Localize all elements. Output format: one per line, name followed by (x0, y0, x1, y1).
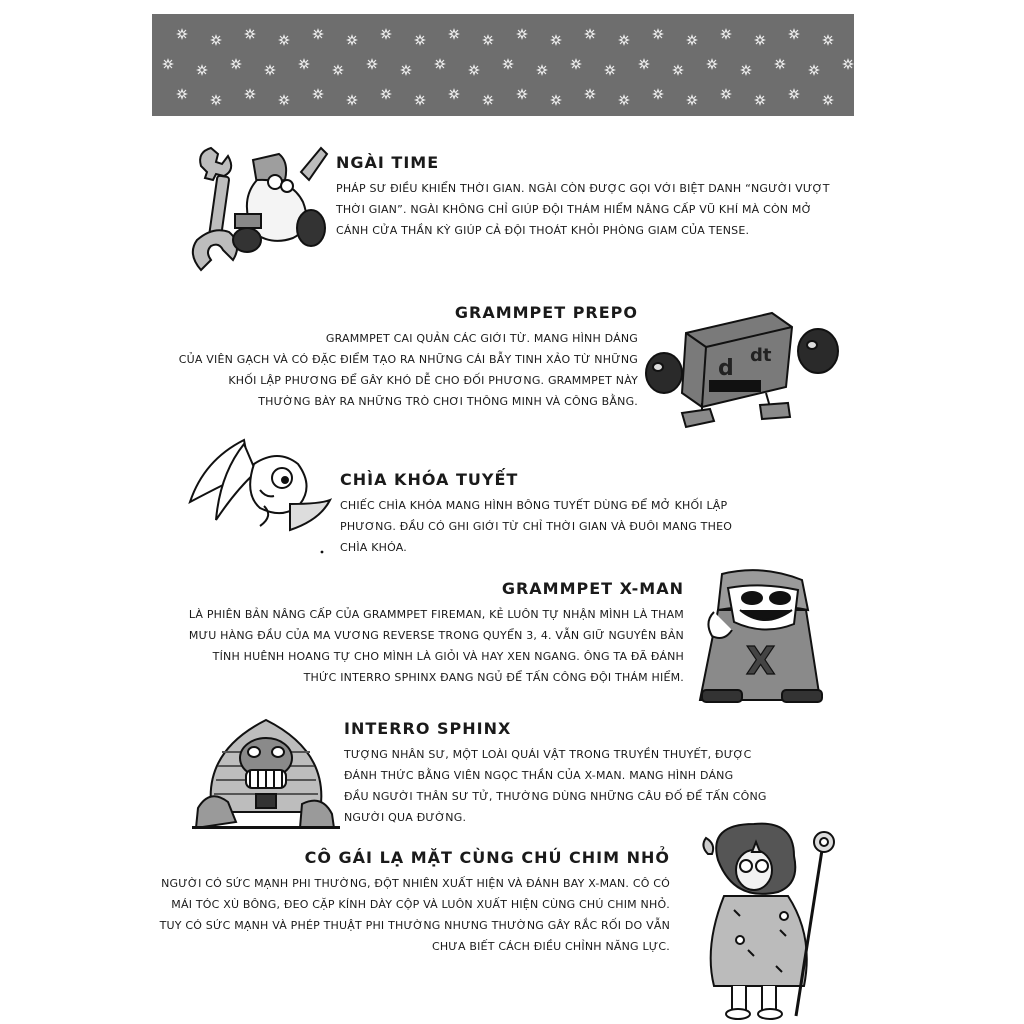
description-line: GRAMMPET CAI QUẢN CÁC GIỚI TỪ. MANG HÌNH DÁNG (325, 332, 638, 345)
entry-description (160, 873, 670, 957)
description-line: THỜI GIAN”. NGÀI KHÔNG CHỈ GIÚP ĐỘI THÁM HIỂM NÂNG CẤP VŨ KHÍ MÀ CÒN MỞ (336, 203, 812, 216)
entry-title: NGÀI TIME (336, 153, 440, 172)
description-line: CỦA VIÊN GẠCH VÀ CÓ ĐẶC ĐIỂM TẠO RA NHỮNG CÁI BẪY TINH XẢO TỪ NHỮNG (178, 353, 638, 366)
description-line: NGƯỜI QUA ĐƯỜNG. (344, 811, 467, 824)
entry-title: GRAMMPET X-MAN (501, 579, 684, 598)
description-line: PHƯƠNG. ĐẦU CÓ GHI GIỚI TỪ CHỈ THỜI GIAN VÀ ĐUÔI MANG THEO (340, 520, 733, 533)
entry-description (344, 744, 767, 828)
banner-pattern (152, 14, 854, 116)
entry-title: CHÌA KHÓA TUYẾT (340, 470, 519, 489)
entry-interro-sphinx (344, 719, 767, 828)
description-line: THƯỜNG BÀY RA NHỮNG TRÒ CHƠI THÔNG MINH VÀ CÔNG BẰNG. (258, 395, 638, 408)
entry-co-gai-la-mat (160, 848, 670, 957)
interro-sphinx-illustration (192, 712, 340, 830)
description-line: MÁI TÓC XÙ BÔNG, ĐEO CẶP KÍNH DÀY CỘP VÀ LUÔN XUẤT HIỆN CÙNG CHÚ CHIM NHỎ. (171, 898, 670, 911)
grammpet-prepo-illustration (642, 303, 844, 431)
entry-title: GRAMMPET PREPO (454, 303, 638, 322)
snow-key-illustration (184, 434, 336, 554)
description-line: CHIẾC CHÌA KHÓA MANG HÌNH BÔNG TUYẾT DÙNG ĐỂ MỞ KHỐI LẬP (340, 499, 728, 512)
description-line: CHÌA KHÓA. (340, 541, 407, 554)
description-line: NGƯỜI CÓ SỨC MẠNH PHI THƯỜNG, ĐỘT NHIÊN XUẤT HIỆN VÀ ĐÁNH BAY X-MAN. CÔ CÓ (161, 877, 670, 890)
description-line: TÍNH HUÊNH HOANG TỰ CHO MÌNH LÀ GIỎI VÀ HAY XEN NGANG. ÔNG TA ĐÃ ĐÁNH (212, 650, 684, 663)
entry-chia-khoa-tuyet (340, 470, 732, 558)
entry-title: CÔ GÁI LẠ MẶT CÙNG CHÚ CHIM NHỎ (304, 848, 670, 867)
description-line: MƯU HÀNG ĐẦU CỦA MA VƯƠNG REVERSE TRONG QUYỂN 3, 4. VẪN GIỮ NGUYÊN BẢN (188, 629, 684, 642)
description-line: TƯỢNG NHÂN SƯ, MỘT LOÀI QUÁI VẬT TRONG TRUYỀN THUYẾT, ĐƯỢC (344, 748, 752, 761)
description-line: PHÁP SƯ ĐIỀU KHIỂN THỜI GIAN. NGÀI CÒN ĐƯỢC GỌI VỚI BIỆT DANH “NGƯỜI VƯỢT (336, 182, 830, 195)
entry-grammpet-prepo (179, 303, 638, 412)
mysterious-girl-illustration (688, 820, 850, 1020)
wizard-time-illustration (183, 136, 333, 291)
description-line: TUY CÓ SỨC MẠNH VÀ PHÉP THUẬT PHI THƯỜNG NHƯNG THƯỜNG GÂY RẮC RỐI DO VẪN (159, 919, 670, 932)
grammpet-x-man-illustration (692, 566, 832, 706)
description-line: KHỐI LẬP PHƯƠNG ĐỂ GÂY KHÓ DỄ CHO ĐỐI PHƯƠNG. GRAMMPET NÀY (228, 374, 638, 387)
svg-text:d: d (718, 356, 734, 381)
description-line: LÀ PHIÊN BẢN NÂNG CẤP CỦA GRAMMPET FIREMAN, KẺ LUÔN TỰ NHẬN MÌNH LÀ THAM (188, 608, 684, 621)
entry-title: INTERRO SPHINX (344, 719, 512, 738)
entry-grammpet-x-man (189, 579, 684, 688)
header-banner (152, 14, 854, 116)
entry-description (179, 328, 638, 412)
svg-text:dt: dt (750, 345, 772, 366)
description-line: CHƯA BIẾT CÁCH ĐIỀU CHỈNH NĂNG LỰC. (431, 940, 670, 953)
entry-description (189, 604, 684, 688)
description-line: ĐẦU NGƯỜI THÂN SƯ TỬ, THƯỜNG DÙNG NHỮNG CÂU ĐỐ ĐỂ TẤN CÔNG (344, 790, 767, 803)
entry-description (340, 495, 732, 558)
svg-text:X: X (746, 639, 776, 683)
entry-description (336, 178, 830, 241)
description-line: THỨC INTERRO SPHINX ĐANG NGỦ ĐỂ TẤN CÔNG ĐỘI THÁM HIỂM. (303, 671, 684, 684)
entry-ngai-time (336, 153, 830, 241)
description-line: ĐÁNH THỨC BẰNG VIÊN NGỌC THẦN CỦA X-MAN. MANG HÌNH DÁNG (344, 769, 734, 782)
description-line: CÁNH CỬA THẦN KỲ GIÚP CẢ ĐỘI THOÁT KHỎI PHÒNG GIAM CỦA TENSE. (336, 224, 750, 237)
